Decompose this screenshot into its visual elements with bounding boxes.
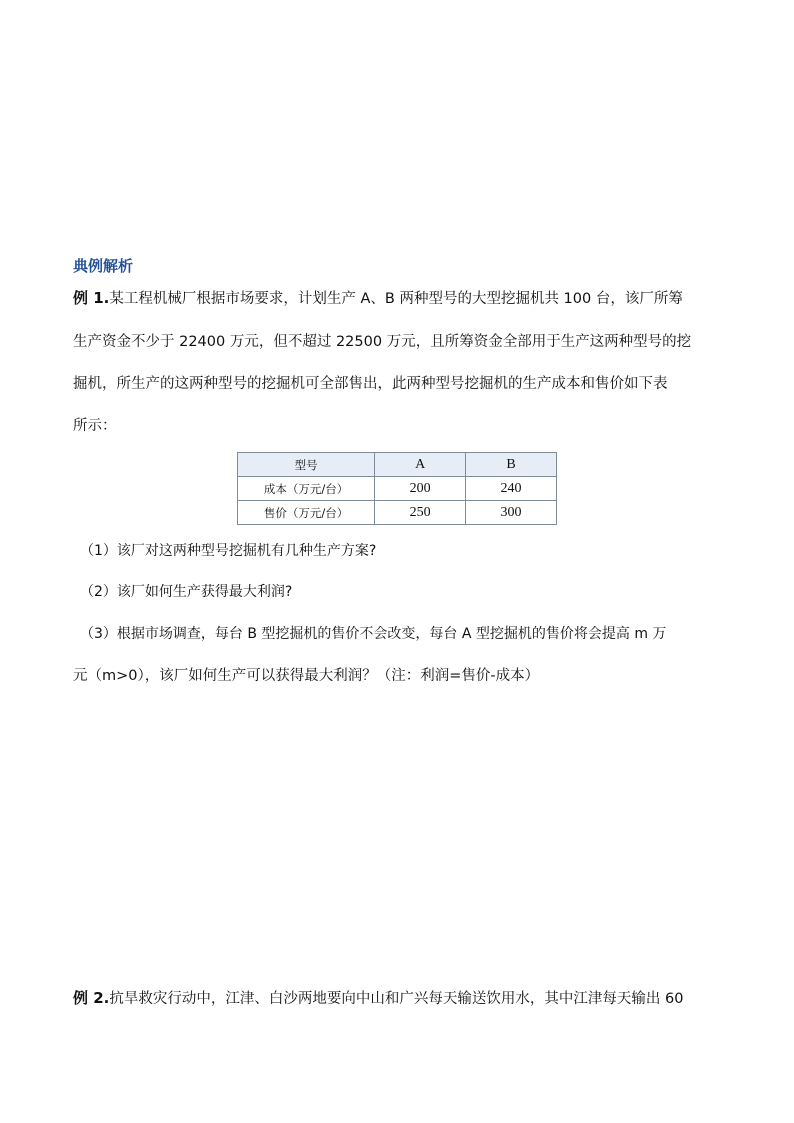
section-title: 典例解析 — [73, 257, 134, 275]
table-row — [238, 477, 557, 501]
example2-label: 例 2. — [73, 989, 110, 1007]
example1-line-1 — [73, 288, 683, 309]
example2-text: 抗旱救灾行动中，江津、白沙两地要向中山和广兴每天输送饮用水，其中江津每天输出 60 — [109, 991, 684, 1007]
example1-text-1: 某工程机械厂根据市场要求，计划生产 A、B 两种型号的大型挖掘机共 100 台，该厂所筹 — [109, 291, 683, 307]
example1-line-2: 生产资金不少于 22400 万元，但不超过 22500 万元，且所筹资金全部用于生产这两种型号的挖 — [73, 334, 692, 350]
example2-line-1 — [73, 988, 683, 1009]
example1-label: 例 1. — [73, 289, 110, 307]
table-cell: 成本（万元/台） — [238, 477, 375, 501]
table-cell: 240 — [466, 477, 557, 501]
cost-price-table — [237, 452, 557, 525]
table-cell: 售价（万元/台） — [238, 501, 375, 525]
table-cell: 300 — [466, 501, 557, 525]
table-cell: 200 — [375, 477, 466, 501]
question-3-line-2: 元（m>0），该厂如何生产可以获得最大利润？（注：利润=售价-成本） — [73, 668, 540, 684]
question-2: （2）该厂如何生产获得最大利润? — [80, 584, 293, 600]
table-cell: 250 — [375, 501, 466, 525]
example1-line-4: 所示： — [73, 418, 117, 434]
table-header-row — [238, 453, 557, 477]
table-header-cell: A — [375, 453, 466, 477]
table-header-cell: B — [466, 453, 557, 477]
example1-line-3: 掘机，所生产的这两种型号的挖掘机可全部售出，此两种型号挖掘机的生产成本和售价如下表 — [73, 376, 668, 392]
question-3-line-1: （3）根据市场调查，每台 B 型挖掘机的售价不会改变，每台 A 型挖掘机的售价将会提高 m 万 — [80, 626, 667, 642]
table-row — [238, 501, 557, 525]
question-1: （1）该厂对这两种型号挖掘机有几种生产方案? — [80, 543, 377, 559]
table-header-cell: 型号 — [238, 453, 375, 477]
